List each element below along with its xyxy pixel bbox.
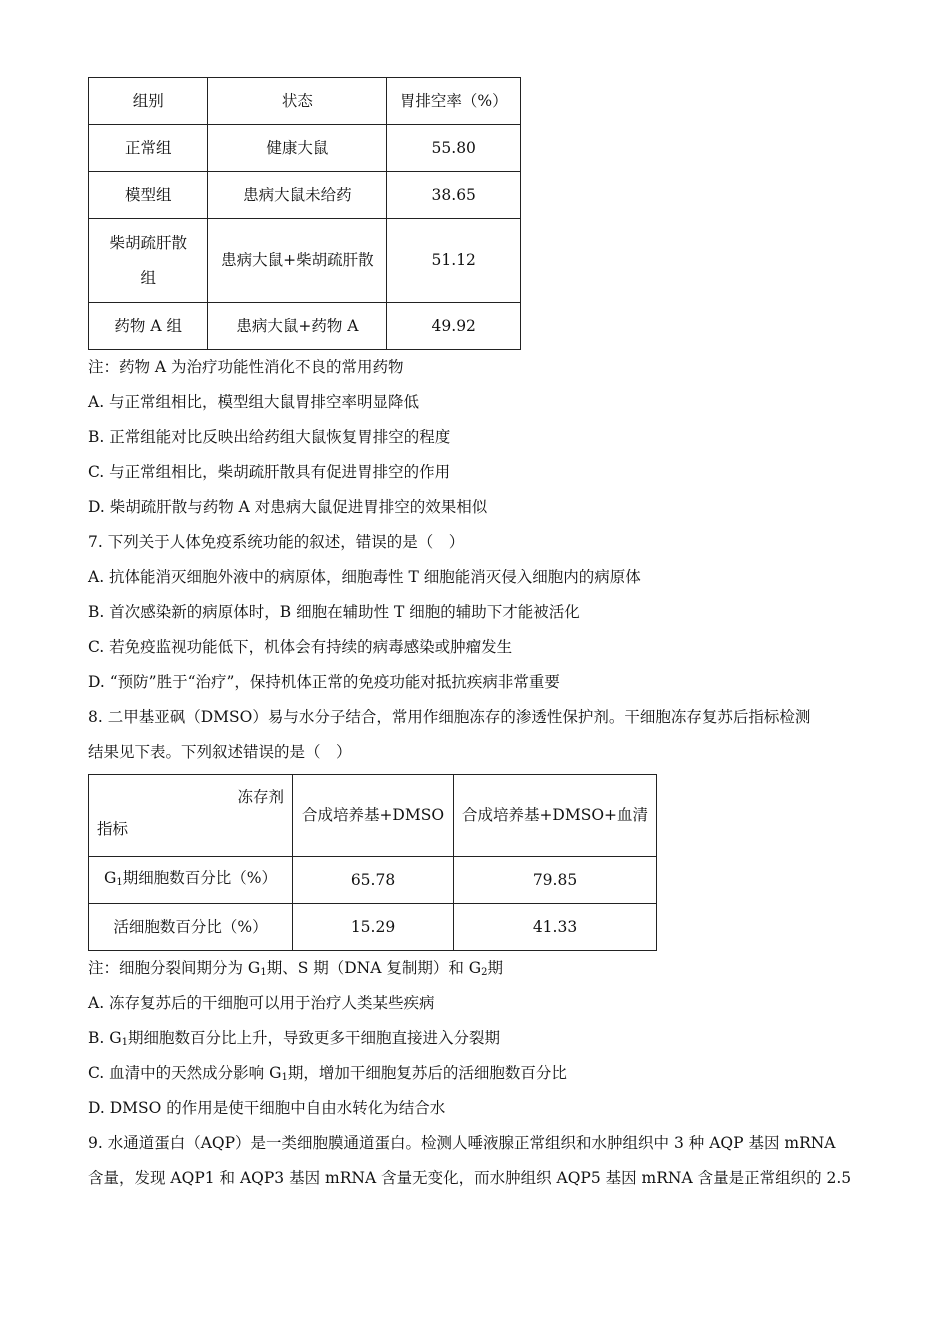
- cell-line: 组: [140, 268, 156, 287]
- table-row: [89, 303, 521, 350]
- option-text: 期，增加干细胞复苏后的活细胞数百分比: [287, 1064, 567, 1082]
- option-d: D. 柴胡疏肝散与药物 A 对患病大鼠促进胃排空的效果相似: [88, 498, 488, 516]
- document-page: [88, 77, 878, 1196]
- table-cell: 49.92: [387, 303, 521, 350]
- question-stem: 7. 下列关于人体免疫系统功能的叙述，错误的是（ ）: [88, 533, 465, 551]
- option-a: A. 冻存复苏后的干细胞可以用于治疗人类某些疾病: [88, 994, 435, 1012]
- question-stem: 8. 二甲基亚砜（DMSO）易与水分子结合，常用作细胞冻存的渗透性保护剂。干细胞冻存复苏后指标检测: [88, 708, 811, 726]
- table-row: [89, 857, 657, 904]
- table-cell: 正常组: [89, 125, 208, 172]
- table-header-row: [89, 78, 521, 125]
- table-header-cell: 状态: [208, 78, 387, 125]
- subscript: 1: [116, 876, 123, 888]
- diagonal-header-cell: [89, 775, 293, 857]
- table-cell: 55.80: [387, 125, 521, 172]
- question-stem: 9. 水通道蛋白（AQP）是一类细胞膜通道蛋白。检测人唾液腺正常组织和水肿组织中 3 种 AQP 基因 mRNA: [88, 1134, 836, 1152]
- table-header-row: [89, 775, 657, 857]
- table-cell: 患病大鼠+药物 A: [208, 303, 387, 350]
- table-header-cell: 合成培养基+DMSO+血清: [454, 775, 657, 857]
- option-text: C. 血清中的天然成分影响 G: [88, 1064, 282, 1082]
- table-note: [88, 951, 878, 986]
- subscript: 1: [121, 1037, 129, 1048]
- option-a: A. 抗体能消灭细胞外液中的病原体，细胞毒性 T 细胞能消灭侵入细胞内的病原体: [88, 568, 641, 586]
- option-b: B. 正常组能对比反映出给药组大鼠恢复胃排空的程度: [88, 428, 451, 446]
- option-c: [88, 1056, 878, 1091]
- gastric-emptying-table: [88, 77, 521, 350]
- corner-top-label: 冻存剂: [237, 787, 284, 806]
- table-cell: 患病大鼠未给药: [208, 172, 387, 219]
- subscript: 1: [281, 1072, 288, 1083]
- option-text: B. G: [88, 1029, 122, 1047]
- subscript: 1: [260, 967, 267, 978]
- option-c: C. 与正常组相比，柴胡疏肝散具有促进胃排空的作用: [88, 463, 451, 481]
- table-cell: 健康大鼠: [208, 125, 387, 172]
- option-text: 期细胞数百分比上升，导致更多干细胞直接进入分裂期: [128, 1029, 501, 1047]
- table-cell: 模型组: [89, 172, 208, 219]
- table-row: [89, 904, 657, 951]
- label-text: G: [104, 868, 117, 887]
- table-note: 注：药物 A 为治疗功能性消化不良的常用药物: [88, 358, 404, 376]
- table-cell: 79.85: [454, 857, 657, 904]
- question-stem: 含量，发现 AQP1 和 AQP3 基因 mRNA 含量无变化，而水肿组织 AQP5 基因 mRNA 含量是正常组织的 2.5: [88, 1169, 852, 1187]
- table-cell: 15.29: [293, 904, 454, 951]
- option-a: A. 与正常组相比，模型组大鼠胃排空率明显降低: [88, 393, 420, 411]
- option-d: D. DMSO 的作用是使干细胞中自由水转化为结合水: [88, 1099, 446, 1117]
- table-cell: [89, 219, 208, 303]
- table-cell: 51.12: [387, 219, 521, 303]
- table-cell: 38.65: [387, 172, 521, 219]
- table-cell: 活细胞数百分比（%）: [89, 904, 293, 951]
- table-row: [89, 125, 521, 172]
- cryopreservation-table: [88, 774, 657, 951]
- label-text: 期细胞数百分比（%）: [122, 868, 277, 887]
- note-text: 期、S 期（DNA 复制期）和 G: [266, 959, 482, 977]
- table-header-cell: 胃排空率（%）: [387, 78, 521, 125]
- table-cell: 患病大鼠+柴胡疏肝散: [208, 219, 387, 303]
- table-cell: [89, 857, 293, 904]
- note-text: 期: [487, 959, 504, 977]
- table-header-cell: 合成培养基+DMSO: [293, 775, 454, 857]
- note-text: 注：细胞分裂间期分为 G: [88, 959, 261, 977]
- option-b: [88, 1021, 878, 1056]
- option-b: B. 首次感染新的病原体时，B 细胞在辅助性 T 细胞的辅助下才能被活化: [88, 603, 580, 621]
- table-cell: 41.33: [454, 904, 657, 951]
- table-row: [89, 172, 521, 219]
- table-cell: 65.78: [293, 857, 454, 904]
- corner-bottom-label: 指标: [97, 819, 129, 838]
- diagonal-header: [95, 776, 286, 856]
- table-cell: 药物 A 组: [89, 303, 208, 350]
- table-header-cell: 组别: [89, 78, 208, 125]
- table-row: [89, 219, 521, 303]
- option-d: D. “预防”胜于“治疗”，保持机体正常的免疫功能对抵抗疾病非常重要: [88, 673, 560, 691]
- option-c: C. 若免疫监视功能低下，机体会有持续的病毒感染或肿瘤发生: [88, 638, 513, 656]
- subscript: 2: [481, 967, 488, 978]
- question-stem: 结果见下表。下列叙述错误的是（ ）: [88, 743, 352, 761]
- cell-line: 柴胡疏肝散: [109, 233, 187, 252]
